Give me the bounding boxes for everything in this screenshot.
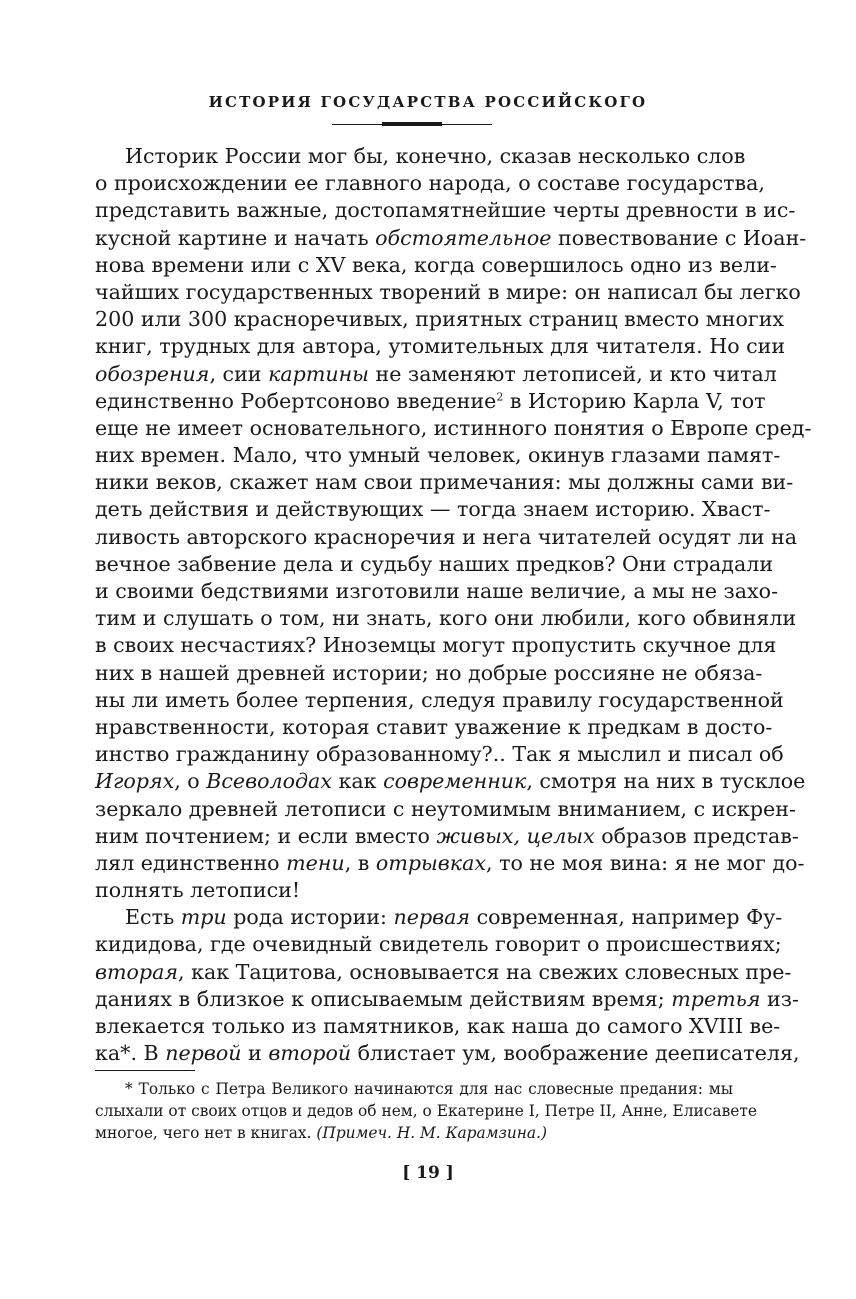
text-run: кидидова, где очевидный свидетель говорит о происшествиях; [95,932,782,957]
text-line [95,306,785,333]
text-run: представить важные, достопамятнейшие черты древности в ис- [95,198,796,223]
text-line [95,442,781,469]
text-run: ка*. В [95,1041,166,1066]
emphasis-text: тени [286,850,345,875]
text-run: слыхали от своих отцов и дедов об нем, о Екатерине I, Петре II, Анне, Елисавете [95,1102,757,1120]
text-line [95,660,763,687]
text-run: , как Тацитова, основывается на свежих словесных пре- [178,959,792,984]
text-run: * Только с Петра Великого начинаются для нас словесные предания: мы [125,1080,733,1098]
header-rule-accent [382,122,442,126]
emphasis-text: обстоятельное [375,225,552,250]
text-run: тим и слушать о том, ни знать, кого они любили, кого обвиняли [95,606,797,631]
text-line [95,170,765,197]
text-run: многое, чего нет в книгах. [95,1124,317,1142]
text-line [95,687,784,714]
text-run: образов представ- [594,823,799,848]
text-run: , смотря на них в тусклое [526,769,806,794]
text-run: о происхождении ее главного народа, о составе государства, [95,171,765,196]
text-line [95,877,733,904]
text-run: ники веков, скажет нам свои примечания: мы должны сами ви- [95,470,794,495]
footnote [95,1078,757,1144]
text-run: кусной картине и начать [95,225,376,250]
text-line [95,850,805,877]
text-run: , о [174,769,207,794]
text-run: из- [760,986,799,1011]
emphasis-text: первая [393,905,471,930]
text-run: рода истории: [226,905,394,930]
text-run: чайших государственных творений в мире: он написал бы легко [95,279,801,304]
text-run: даниях в близкое к описываемым действиям время; [95,986,672,1011]
emphasis-text: вторая [95,959,179,984]
text-line [95,578,779,605]
text-run: в Историю Карла V, тот [503,388,766,413]
text-line [95,741,784,768]
text-run: деть действия и действующих — тогда знаем историю. Хваст- [95,497,771,522]
text-line [95,361,777,388]
emphasis-text: второй [268,1041,352,1066]
text-run: как [331,769,384,794]
text-line [95,333,786,360]
footnote-line [95,1100,757,1122]
text-line [95,904,783,931]
text-run: не заменяют летописей, и кто читал [368,361,777,386]
text-run: ливость авторского красноречия и нега читателей осудят ли на [95,524,798,549]
text-line [95,469,794,496]
emphasis-text: Игорях [95,769,175,794]
text-run: блистает ум, воображение дееписателя, [351,1041,800,1066]
text-run: влекается только из памятников, как наша до самого XVIII ве- [95,1014,781,1038]
text-line [95,632,777,659]
text-run: современная, например Фу- [470,905,783,930]
emphasis-text: современник [383,769,527,794]
text-line [95,959,792,986]
footnote-rule [95,1070,195,1071]
text-run: нравственности, которая ставит уважение к предкам в досто- [95,714,773,739]
footnote-ref: 2 [496,390,504,403]
text-run: и [241,1041,269,1066]
emphasis-text: первой [165,1041,242,1066]
text-run: , то не моя вина: я не мог до- [485,850,805,875]
text-line [95,931,782,958]
footnote-line [95,1078,733,1100]
text-line [95,252,777,279]
text-line [95,496,771,523]
text-run: них в нашей древней истории; но добрые россияне не обяза- [95,660,763,685]
text-run: единственно Робертсоново введение [95,388,497,413]
emphasis-text: живых, целых [436,823,595,848]
text-run: лял единственно [95,850,287,875]
text-run: них времен. Мало, что умный человек, окинув глазами памят- [95,443,781,468]
text-run: , сии [209,361,269,386]
text-run: Историк России мог бы, конечно, сказав несколько слов [125,144,746,168]
text-line [95,143,746,170]
emphasis-text: три [180,905,227,930]
text-line [95,768,806,795]
text-line [95,225,807,252]
text-run: Есть [125,905,181,930]
text-line [95,524,798,551]
text-run: в своих несчастиях? Иноземцы могут пропустить скучное для [95,633,777,658]
text-run: зеркало древней летописи с неутомимым вниманием, с искрен- [95,796,796,821]
emphasis-text: Всеволодах [206,769,332,794]
emphasis-text: картины [268,361,369,386]
text-run: , в [344,850,376,875]
text-run: полнять летописи! [95,878,301,903]
text-line [95,986,799,1013]
text-line [95,823,799,850]
running-title: ИСТОРИЯ ГОСУДАРСТВА РОССИЙСКОГО [208,93,648,111]
text-line [95,714,773,741]
footnote-line [95,1122,733,1144]
text-run: и своими бедствиями изготовили наше величие, а мы не захо- [95,579,779,603]
emphasis-text: (Примеч. Н. М. Карамзина.) [316,1124,547,1142]
page-number: [ 19 ] [402,1163,454,1183]
emphasis-text: третья [671,986,761,1011]
text-line [95,388,766,415]
main-text [95,143,812,1067]
text-run: ним почтением; и если вместо [95,823,437,848]
text-line [95,1040,800,1067]
text-line [95,415,812,442]
emphasis-text: обозрения [95,361,210,386]
text-run: 200 или 300 красноречивых, приятных страниц вместо многих [95,307,785,332]
text-run: еще не имеет основательного, истинного понятия о Европе сред- [95,415,812,440]
text-run: повествование с Иоан- [551,225,807,250]
text-line [95,551,774,578]
text-line [95,796,796,823]
text-run: ны ли иметь более терпения, следуя правилу государственной [95,687,784,712]
text-line [95,279,801,306]
text-line [95,1013,781,1040]
text-run: вечное забвение дела и судьбу наших предков? Они страдали [95,551,774,576]
text-line [95,197,796,224]
emphasis-text: отрывках [375,850,486,875]
text-run: книг, трудных для автора, утомительных для читателя. Но сии [95,334,786,359]
text-run: нова времени или с XV века, когда совершилось одно из вели- [95,252,777,277]
text-run: инство гражданину образованному?.. Так я мыслил и писал об [95,742,784,767]
text-line [95,605,797,632]
